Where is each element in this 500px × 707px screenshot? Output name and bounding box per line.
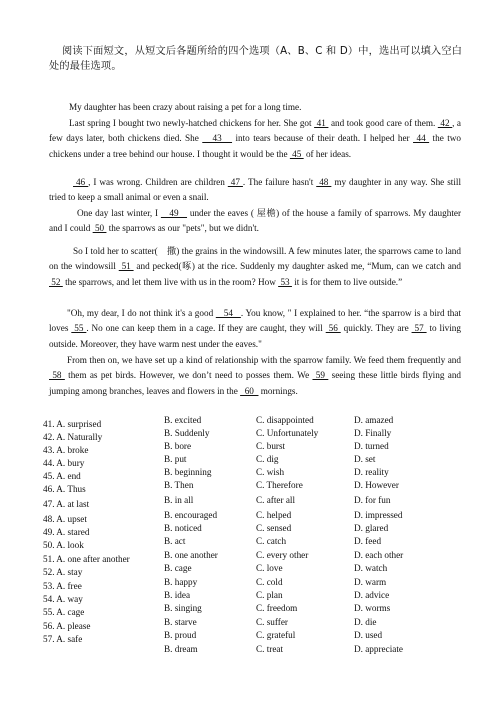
option-cell: 42. A. Naturally — [43, 432, 103, 442]
option-cell: B. singing — [164, 603, 202, 614]
answer-blank: 58 — [49, 370, 65, 381]
passage-text: and took good care of them. — [328, 118, 438, 128]
option-cell: B. one another — [164, 549, 218, 560]
passage-text: . You know, " I explained to her. “the sparrow is a bird that loves — [49, 308, 461, 334]
option-cell: D. watch — [354, 563, 388, 574]
option-cell: B. encouraged — [164, 510, 218, 520]
answer-blank: 53 — [278, 276, 292, 287]
answer-blank: 50 — [92, 223, 107, 234]
option-cell: 51. A. one after another — [43, 553, 130, 564]
option-cell: D. each other — [354, 549, 404, 560]
passage-text: So I told her to scatter( 撒) the grains in the windowsill. A few minutes later, the sparrows came to land on the windowsill — [49, 246, 461, 272]
option-cell: C. treat — [256, 643, 284, 654]
option-cell: B. idea — [164, 590, 191, 600]
option-cell: D. glared — [354, 523, 389, 533]
option-cell: D. turned — [354, 441, 389, 451]
option-cell: B. happy — [164, 576, 198, 587]
option-cell: 43. A. broke — [43, 445, 89, 455]
option-cell: C. freedom — [256, 603, 298, 614]
option-cell: C. dig — [256, 454, 279, 464]
instructions: 阅读下面短文，从短文后各题所给的四个选项（A、B、C 和 D）中，选出可以填入空白处的最佳选项。 — [49, 46, 463, 72]
answer-blank: 56 — [325, 323, 341, 334]
passage-paragraph — [49, 175, 461, 206]
passage-text: to living outside. Moreover, they have warm nest under the eaves." — [49, 323, 461, 349]
option-cell: D. amazed — [354, 415, 394, 425]
option-cell: 52. A. stay — [43, 567, 83, 578]
passage-text: From then on, we have set up a kind of relationship with the sparrow family. We feed them frequently and — [67, 355, 461, 365]
option-cell: B. in all — [164, 495, 194, 505]
option-cell: B. act — [164, 536, 186, 547]
option-cell: C. Therefore — [256, 480, 303, 490]
passage-text: and pecked(啄) at the rice. Suddenly my daughter asked me, “Mum, can we catch and — [133, 261, 461, 272]
option-cell: D. die — [354, 616, 377, 627]
passage-text: the two chickens under a tree behind our house. I thought it would be the — [49, 133, 461, 159]
option-cell: 46. A. Thus — [43, 484, 86, 494]
option-cell: C. cold — [256, 576, 283, 587]
option-cell: B. beginning — [164, 467, 212, 477]
passage-text: quickly. They are — [340, 323, 412, 334]
option-cell: B. Then — [164, 480, 194, 490]
option-cell: D. feed — [354, 536, 382, 547]
answer-blank: 51 — [118, 261, 134, 272]
option-cell: 44. A. bury — [43, 458, 85, 468]
answer-blank: 43 — [202, 133, 233, 144]
option-cell: C. every other — [256, 549, 309, 560]
answer-blank: 45 — [289, 148, 304, 159]
option-cell: C. burst — [256, 441, 286, 451]
passage-text: . The failure hasn't — [242, 177, 317, 187]
passage-paragraph — [49, 116, 461, 162]
option-cell: D. impressed — [354, 510, 403, 520]
answer-blank: 49 — [160, 208, 188, 218]
passage-text: mornings. — [258, 385, 298, 396]
passage-text: One day last winter, I — [77, 208, 161, 218]
option-cell: D. appreciate — [354, 643, 403, 654]
option-cell: 57. A. safe — [43, 634, 83, 645]
passage-paragraph — [49, 306, 461, 352]
option-cell: B. bore — [164, 441, 192, 451]
option-cell: B. excited — [164, 415, 202, 425]
passage-text: it is for them to live outside.” — [291, 276, 403, 287]
option-cell: 47. A. at last — [43, 499, 90, 509]
option-cell: B. noticed — [164, 523, 202, 533]
answer-blank: 60 — [240, 385, 259, 396]
option-cell: 45. A. end — [43, 471, 81, 481]
passage-paragraph — [49, 100, 461, 115]
option-cell: D. However — [354, 480, 399, 490]
option-cell: C. Unfortunately — [256, 428, 319, 438]
option-cell: C. love — [256, 563, 283, 574]
option-cell: C. helped — [256, 510, 292, 520]
answer-blank: 48 — [316, 177, 332, 187]
passage-text: them as pet birds. However, we don’t need to posses them. We — [64, 370, 313, 381]
option-cell: 55. A. cage — [43, 607, 85, 618]
option-cell: B. Suddenly — [164, 428, 210, 438]
option-cell: 41. A. surprised — [43, 419, 102, 429]
option-cell: 48. A. upset — [43, 514, 87, 524]
option-cell: 53. A. free — [43, 580, 82, 591]
option-cell: 54. A. way — [43, 594, 83, 604]
option-cell: D. Finally — [354, 428, 392, 438]
option-cell: D. reality — [354, 467, 389, 477]
passage-text: seeing these little birds flying and jumping among branches, leaves and flowers in the — [49, 370, 462, 396]
option-cell: 49. A. stared — [43, 527, 90, 537]
option-cell: 56. A. please — [43, 620, 91, 631]
option-cell: 50. A. look — [43, 540, 84, 551]
passage-text: into tears because of their death. I helped her — [232, 133, 414, 144]
answer-blank: 41 — [314, 118, 329, 128]
passage-text: Last spring I bought two newly-hatched chickens for her. She got — [69, 118, 315, 128]
option-cell: C. wish — [256, 467, 285, 477]
option-cell: C. grateful — [256, 630, 296, 641]
answer-blank: 59 — [312, 370, 329, 381]
option-cell: C. sensed — [256, 523, 292, 533]
option-cell: C. catch — [256, 536, 287, 547]
passage-text: My daughter has been crazy about raising a pet for a long time. — [69, 102, 302, 112]
passage-paragraph — [49, 206, 461, 237]
option-cell: B. starve — [164, 616, 197, 627]
answer-blank: 57 — [411, 323, 427, 334]
passage-text: , I was wrong. Children are children — [88, 177, 228, 187]
option-cell: B. cage — [164, 563, 192, 574]
passage-text: , a few days later, both chickens died. She — [49, 118, 462, 144]
passage-paragraph — [49, 244, 461, 290]
option-cell: C. plan — [256, 590, 283, 600]
answer-blank: 54 — [215, 308, 241, 318]
passage-text: the sparrows as our "pets", but we didn't. — [106, 223, 259, 234]
answer-blank: 46 — [73, 177, 89, 187]
passage-text: my daughter in any way. She still tried to keep a small animal or even a snail. — [49, 177, 462, 203]
answer-blank: 44 — [413, 133, 430, 144]
option-cell: D. for fun — [354, 495, 391, 505]
answer-blank: 52 — [49, 276, 63, 287]
passage-text: the sparrows, and let them live with us in the room? How — [62, 276, 279, 287]
option-cell: D. worms — [354, 603, 391, 614]
option-cell: B. put — [164, 454, 187, 464]
option-cell: C. after all — [256, 495, 296, 505]
option-cell: D. set — [354, 454, 376, 464]
passage-text: of her ideas. — [303, 148, 352, 159]
passage-text: under the eaves ( 屋檐) of the house a family of sparrows. My daughter and I could — [49, 208, 462, 234]
passage-text: "Oh, my dear, I do not think it's a good — [67, 308, 216, 318]
passage-paragraph — [49, 353, 461, 399]
option-cell: D. advice — [354, 590, 390, 600]
passage-text: . No one can keep them in a cage. If they are caught, they will — [86, 323, 326, 334]
option-cell: D. used — [354, 630, 383, 641]
option-cell: B. proud — [164, 630, 197, 641]
answer-blank: 47 — [227, 177, 243, 187]
answer-blank: 42 — [437, 118, 453, 128]
answer-blank: 55 — [71, 323, 87, 334]
option-cell: D. warm — [354, 576, 387, 587]
option-cell: B. dream — [164, 643, 198, 654]
option-cell: C. disappointed — [256, 415, 314, 425]
option-cell: C. suffer — [256, 616, 288, 627]
